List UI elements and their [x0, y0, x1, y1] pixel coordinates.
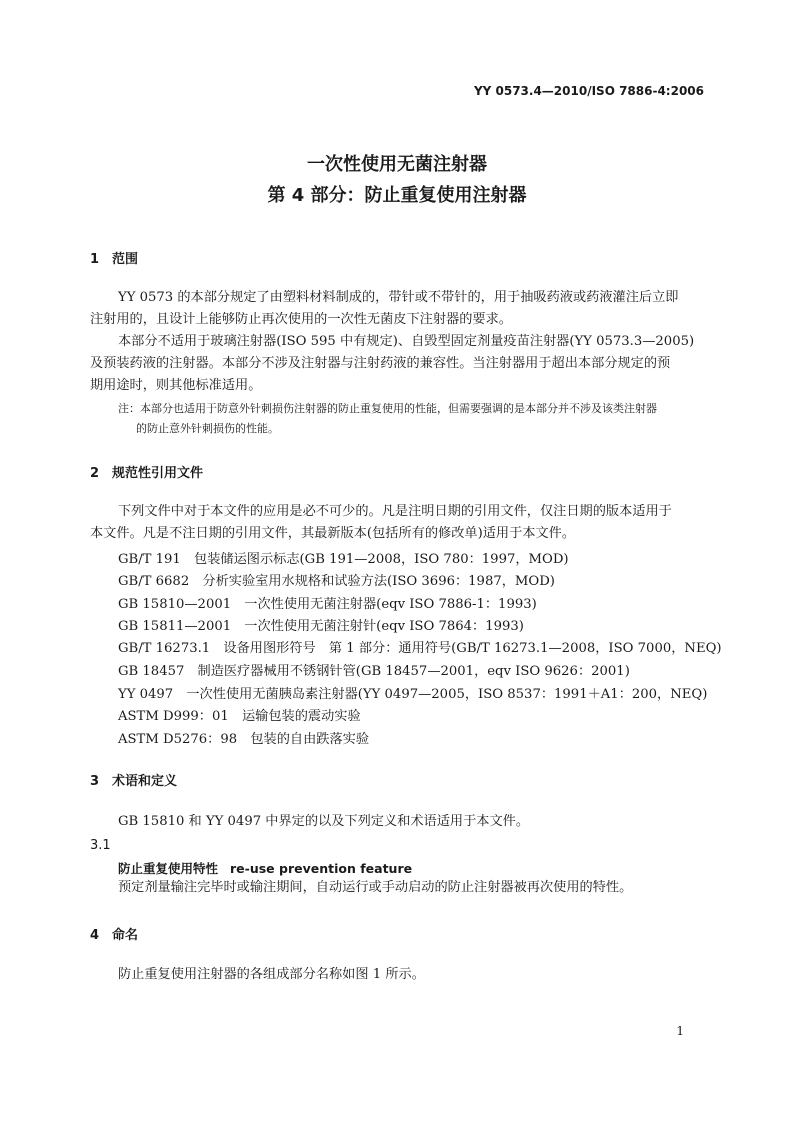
section-3-heading [90, 770, 177, 789]
paragraph-line: 期用途时，则其他标准适用。 [90, 378, 262, 393]
paragraph-line: 本文件。凡是不注日期的引用文件，其最新版本(包括所有的修改单)适用于本文件。 [90, 526, 576, 541]
term-english: re-use prevention feature [230, 861, 413, 876]
section-4-heading [90, 924, 138, 943]
section-2-heading [90, 462, 203, 481]
paragraph-line: 注射用的，且设计上能够防止再次使用的一次性无菌皮下注射器的要求。 [90, 312, 512, 327]
document-title: 一次性使用无菌注射器 [307, 154, 487, 175]
term-definition: 预定剂量输注完毕时或输注期间，自动运行或手动启动的防止注射器被再次使用的特性。 [118, 880, 633, 895]
section-title: 命名 [112, 928, 139, 943]
section-title: 规范性引用文件 [112, 466, 204, 481]
document-subtitle: 第 4 部分：防止重复使用注射器 [267, 185, 527, 206]
section-title: 范围 [112, 252, 139, 267]
reference-item: GB/T 191 包装储运图示标志(GB 191—2008，ISO 780：1997，MOD) [118, 552, 569, 567]
reference-item: GB 18457 制造医疗器械用不锈钢针管(GB 18457—2001，eqv ISO 9626：2001) [118, 664, 630, 679]
reference-item: YY 0497 一次性使用无菌胰岛素注射器(YY 0497—2005，ISO 8537：1991＋A1：200，NEQ) [118, 687, 708, 702]
section-number: 4 [90, 928, 100, 943]
section-title: 术语和定义 [112, 774, 178, 789]
term-chinese: 防止重复使用特性 [118, 861, 219, 876]
paragraph-line: 及预装药液的注射器。本部分不涉及注射器与注射药液的兼容性。当注射器用于超出本部分规定的预 [90, 356, 671, 371]
paragraph-line: 下列文件中对于本文件的应用是必不可少的。凡是注明日期的引用文件，仅注日期的版本适用于 [118, 504, 672, 519]
section-number: 3 [90, 774, 100, 789]
note-line: 的防止意外针刺损伤的性能。 [136, 422, 279, 435]
page-number: 1 [676, 1024, 684, 1038]
note-line: 注：本部分也适用于防意外针刺损伤注射器的防止重复使用的性能，但需要强调的是本部分并不涉及该类注射器 [118, 402, 657, 415]
standard-number: YY 0573.4—2010/ISO 7886-4:2006 [473, 84, 704, 98]
reference-item: GB/T 6682 分析实验室用水规格和试验方法(ISO 3696：1987，MOD) [118, 574, 555, 589]
reference-item: ASTM D5276：98 包装的自由跌落实验 [118, 732, 370, 747]
paragraph-line: GB 15810 和 YY 0497 中界定的以及下列定义和术语适用于本文件。 [118, 814, 530, 829]
paragraph-line: 防止重复使用注射器的各组成部分名称如图 1 所示。 [118, 967, 425, 982]
paragraph-line: YY 0573 的本部分规定了由塑料材料制成的，带针或不带针的，用于抽吸药液或药液灌注后立即 [118, 290, 679, 305]
subsection-number: 3.1 [90, 838, 111, 853]
reference-item: GB 15810—2001 一次性使用无菌注射器(eqv ISO 7886-1：1993) [118, 597, 537, 612]
reference-item: GB/T 16273.1 设备用图形符号 第 1 部分：通用符号(GB/T 16273.1—2008，ISO 7000，NEQ) [118, 641, 722, 656]
section-number: 2 [90, 466, 100, 481]
section-1-heading [90, 248, 138, 267]
term-entry [118, 859, 412, 877]
reference-item: ASTM D999：01 运输包装的震动实验 [118, 709, 361, 724]
reference-item: GB 15811—2001 一次性使用无菌注射针(eqv ISO 7864：1993) [118, 619, 524, 634]
section-number: 1 [90, 252, 100, 267]
paragraph-line: 本部分不适用于玻璃注射器(ISO 595 中有规定)、自毁型固定剂量疫苗注射器(YY 0573.3—2005) [118, 334, 695, 349]
